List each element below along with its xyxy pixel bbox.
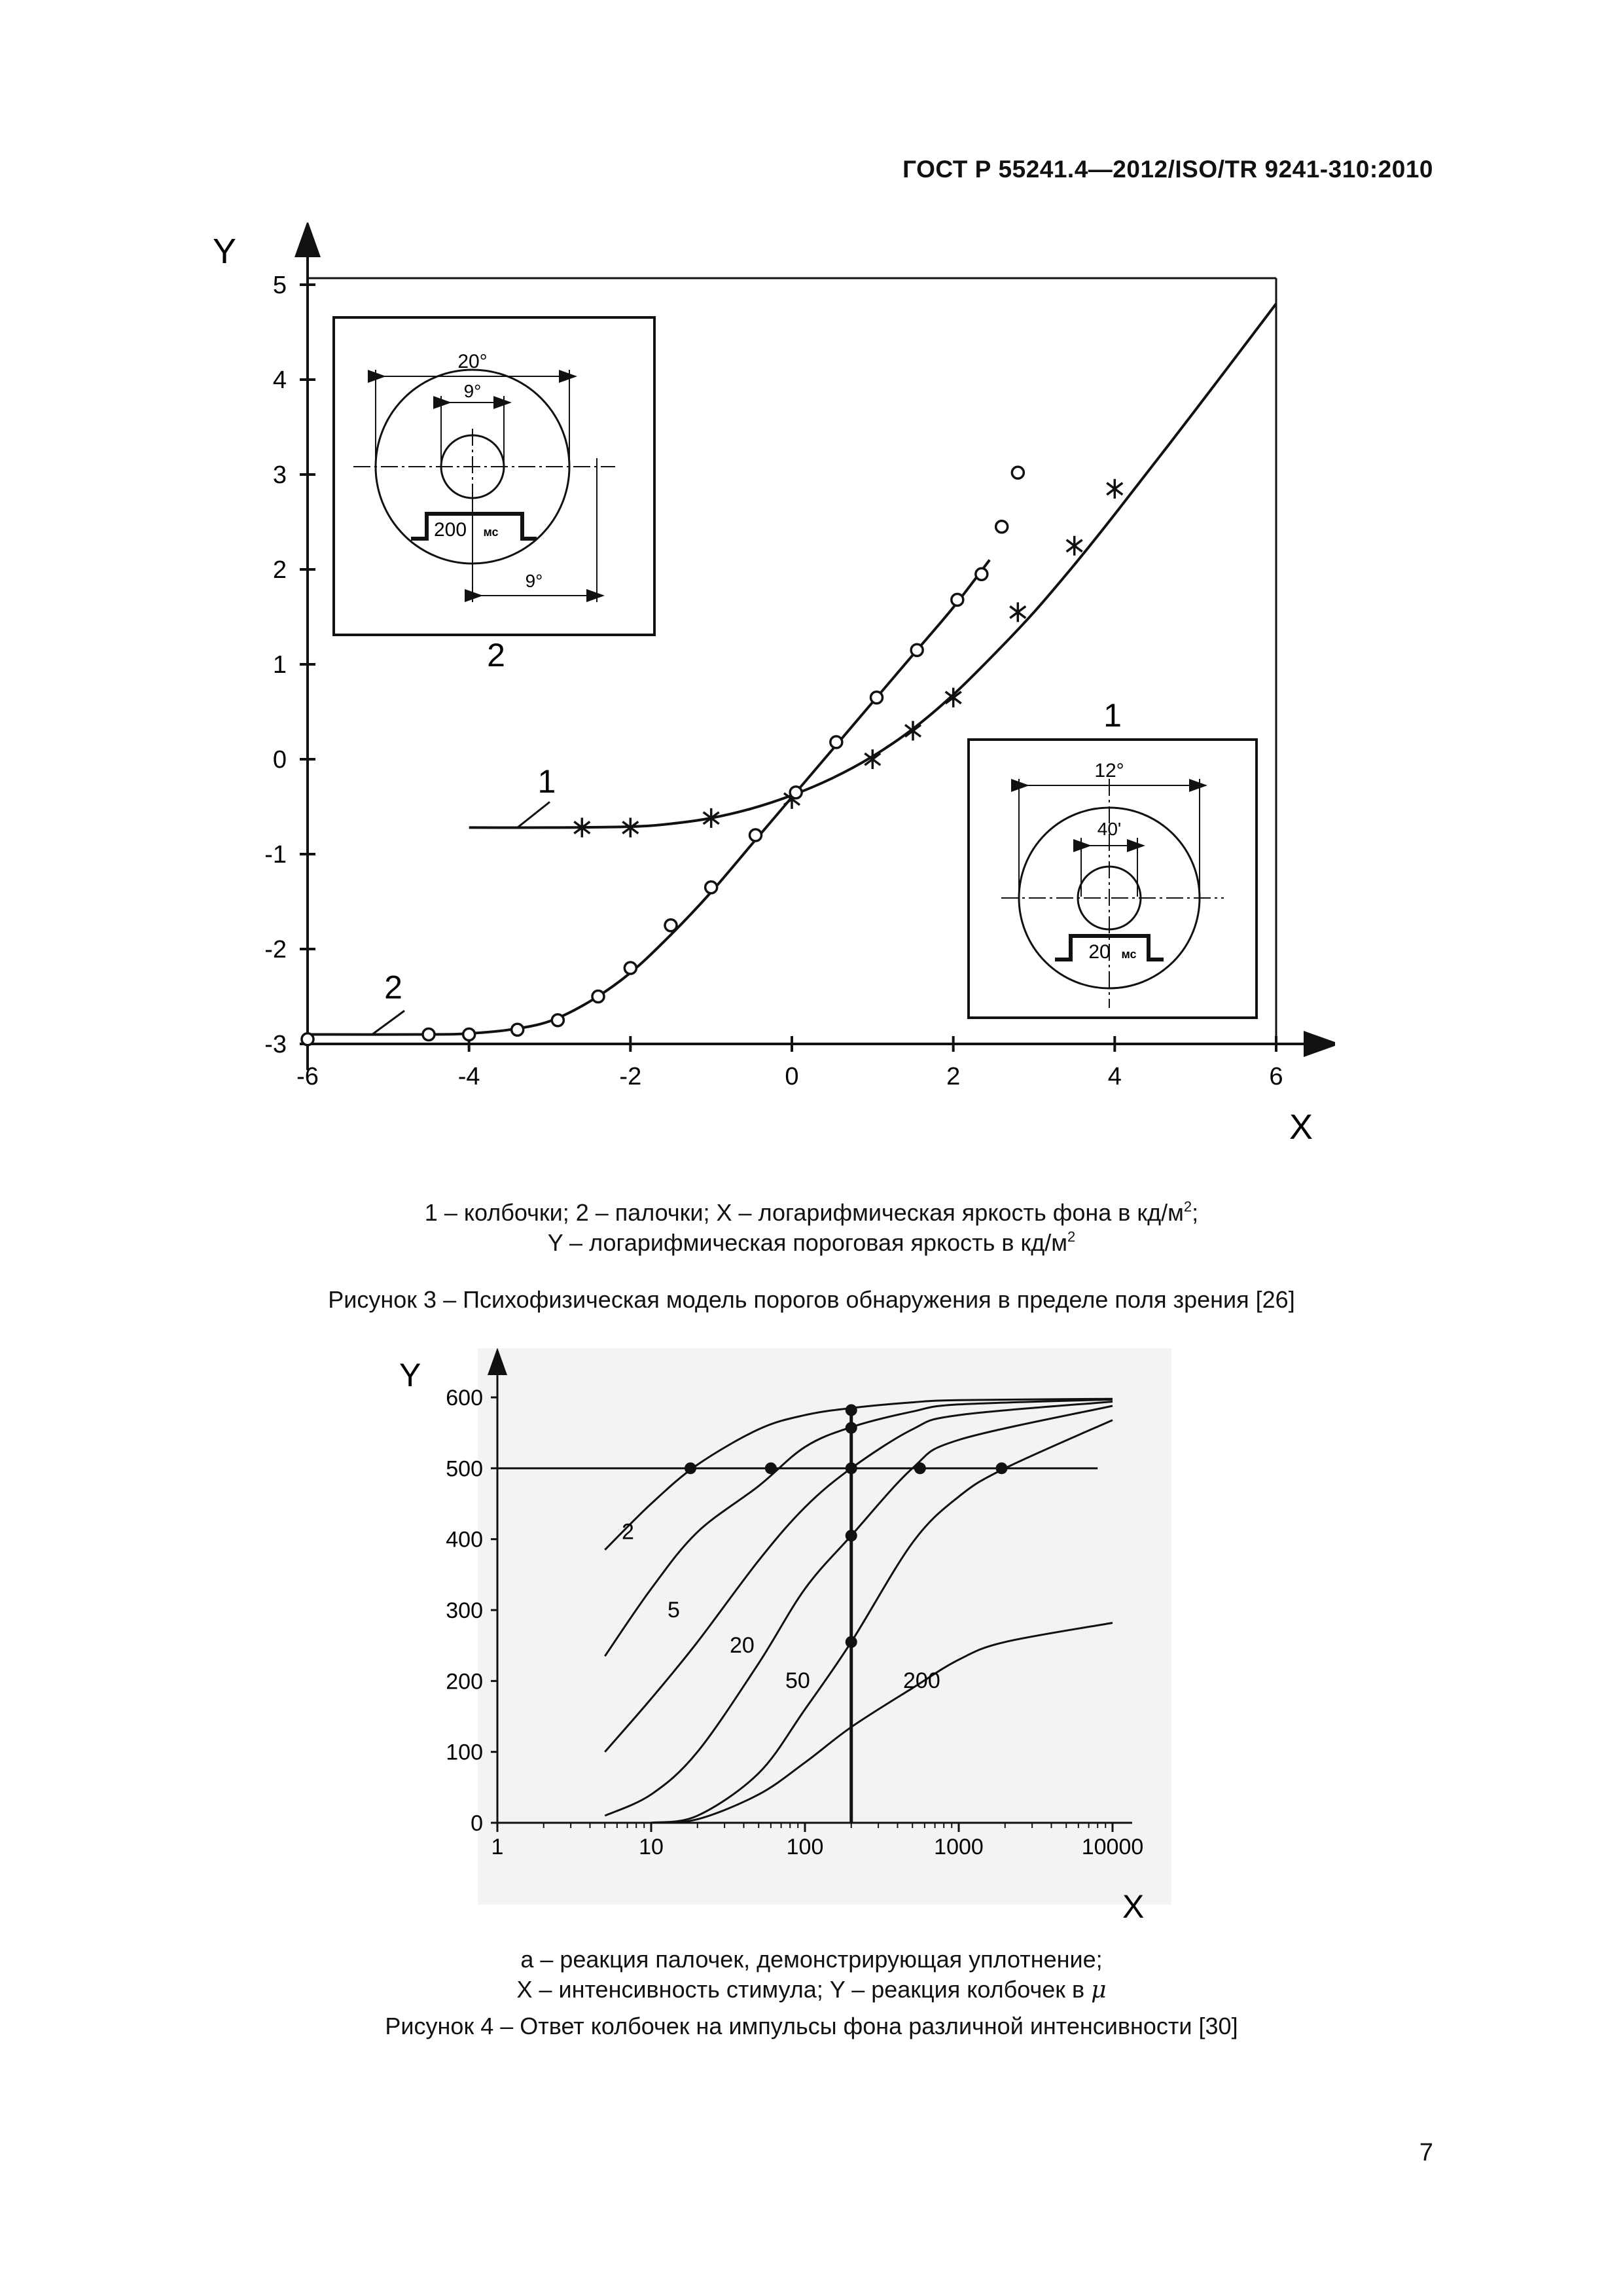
series-1-point <box>1067 536 1082 556</box>
y-tick-label: 0 <box>471 1811 483 1836</box>
series-2-leader <box>372 1011 404 1034</box>
inset-rods-pulse-unit: мс <box>483 526 499 539</box>
x-axis-label: X <box>1289 1107 1313 1147</box>
figure4-caption-line1: a – реакция палочек, демонстрирующая уплотнение; <box>520 1946 1103 1973</box>
inset-cones-diagram <box>969 740 1257 1018</box>
series-2-label: 2 <box>384 969 402 1006</box>
series-1-label: 1 <box>537 762 556 800</box>
series-2-point <box>996 521 1008 533</box>
inset-rods-pulse: 200 <box>433 519 467 541</box>
series-label-50: 50 <box>785 1668 810 1694</box>
intersection-marker <box>765 1462 777 1474</box>
inset-rods-angle-outer: 20° <box>457 351 488 372</box>
series-2-point <box>976 568 988 580</box>
inset-cones-angle-inner: 40' <box>1097 819 1122 839</box>
x-tick-label: 1000 <box>934 1835 984 1859</box>
y-tick-label: 500 <box>446 1456 483 1482</box>
x-tick-label: 2 <box>946 1063 961 1090</box>
inset-cones-pulse-unit: мс <box>1121 948 1137 961</box>
series-2-point <box>552 1014 563 1026</box>
y-axis-label: Y <box>213 232 237 271</box>
series-2-point <box>830 736 842 748</box>
inset-rods-angle-inner: 9° <box>463 381 482 401</box>
series-2-point <box>592 991 604 1003</box>
inset-cones-angle-outer: 12° <box>1094 760 1124 781</box>
y-tick-label: -2 <box>264 936 287 963</box>
series-2-point <box>750 829 762 841</box>
figure4-title: Рисунок 4 – Ответ колбочек на импульсы фона различной интенсивности [30] <box>385 2013 1238 2039</box>
inset-rods-angle-offset: 9° <box>525 571 543 591</box>
y-tick-label: 300 <box>446 1598 483 1623</box>
intersection-marker <box>846 1405 857 1416</box>
x-tick-label: 100 <box>786 1835 824 1859</box>
y-tick-label: -3 <box>264 1031 287 1058</box>
figure4-caption-line2: X – интенсивность стимула; Y – реакция колбочек в μ <box>516 1976 1107 2003</box>
series-1-point <box>1010 602 1026 622</box>
y-tick-label: 400 <box>446 1527 483 1552</box>
series-2-point <box>911 644 923 656</box>
intersection-marker <box>846 1462 857 1474</box>
intersection-marker <box>685 1462 696 1474</box>
inset-cones-label: 1 <box>1103 697 1122 734</box>
x-tick-label: 10000 <box>1081 1835 1144 1859</box>
y-tick-label: 200 <box>446 1669 483 1695</box>
x-tick-label: -4 <box>457 1063 480 1090</box>
figure3-title: Рисунок 3 – Психофизическая модель порогов обнаружения в пределе поля зрения [26] <box>328 1286 1295 1313</box>
x-tick-label: 1 <box>491 1835 504 1859</box>
document-header: ГОСТ Р 55241.4—2012/ISO/TR 9241-310:2010 <box>902 156 1433 183</box>
series-label-20: 20 <box>730 1633 755 1658</box>
x-tick-label: 6 <box>1269 1063 1283 1090</box>
x-tick-label: 10 <box>639 1835 664 1859</box>
inset-rods-diagram <box>334 317 654 635</box>
inset-rods-label: 2 <box>487 637 505 673</box>
series-2-point <box>705 882 717 893</box>
plot-background <box>478 1348 1171 1905</box>
inset-cones-pulse: 20 <box>1088 941 1111 963</box>
y-tick-label: 600 <box>446 1386 483 1410</box>
y-tick-label: 3 <box>272 461 287 489</box>
y-tick-label: 1 <box>272 651 287 679</box>
figure3-chart <box>196 223 1335 1158</box>
intersection-marker <box>996 1462 1008 1474</box>
intersection-marker <box>846 1530 857 1541</box>
series-2-point <box>423 1029 435 1041</box>
series-label-200: 200 <box>903 1668 940 1694</box>
series-2-point <box>790 787 802 798</box>
y-tick-label: -1 <box>264 841 287 869</box>
intersection-marker <box>846 1636 857 1648</box>
series-2-point <box>665 920 677 931</box>
y-tick-label: 5 <box>272 272 287 299</box>
figure4-chart <box>386 1348 1198 1937</box>
series-2-point <box>952 594 963 605</box>
series-label-2: 2 <box>622 1519 634 1545</box>
y-tick-label: 4 <box>272 367 287 394</box>
series-2-point <box>624 962 636 974</box>
y-tick-label: 2 <box>272 556 287 584</box>
page-number: 7 <box>1419 2139 1433 2166</box>
y-axis-label: Y <box>399 1357 421 1393</box>
series-2-point <box>1012 467 1024 478</box>
figure3-caption-line1: 1 – колбочки; 2 – палочки; X – логарифмическая яркость фона в $кд/м^2$; <box>424 1198 1199 1226</box>
x-tick-label: 4 <box>1107 1063 1122 1090</box>
figure3-caption-line2: Y – логарифмическая пороговая яркость в $кд/м^2$ <box>547 1229 1076 1256</box>
intersection-marker <box>914 1462 926 1474</box>
y-tick-label: 100 <box>446 1740 483 1765</box>
series-2-point <box>512 1024 524 1035</box>
series-label-5: 5 <box>668 1597 680 1623</box>
series-2-point <box>463 1029 475 1041</box>
y-tick-label: 0 <box>272 746 287 774</box>
x-tick-label: -6 <box>296 1063 319 1090</box>
series-2-point <box>302 1033 313 1045</box>
series-1-leader <box>518 802 550 827</box>
x-tick-label: 0 <box>785 1063 799 1090</box>
series-2-point <box>871 692 883 704</box>
series-1-point <box>1107 479 1122 499</box>
x-tick-label: -2 <box>619 1063 642 1090</box>
x-axis-label: X <box>1122 1888 1145 1925</box>
intersection-marker <box>846 1422 857 1434</box>
